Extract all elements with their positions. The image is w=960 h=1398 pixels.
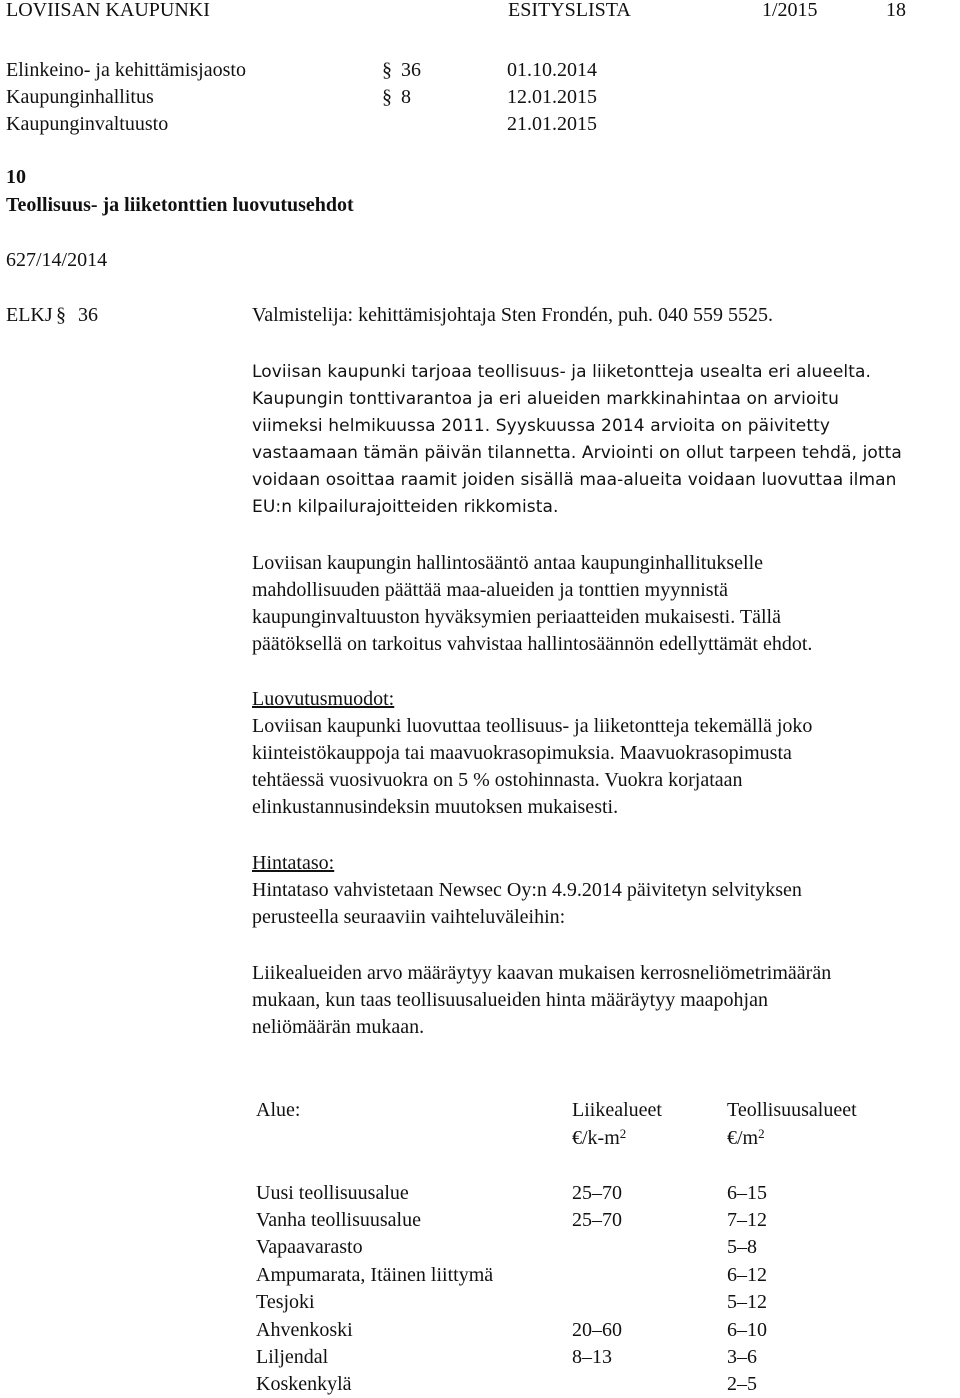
regulation-paragraph bbox=[252, 550, 942, 658]
table-cell-commercial: 8–13 bbox=[572, 1346, 612, 1368]
paragraph-line: Loviisan kaupunki luovuttaa teollisuus- ja liiketontteja tekemällä joko bbox=[252, 715, 813, 737]
section-heading: Luovutusmuodot: bbox=[252, 688, 395, 710]
paragraph-line: tehtäessä vuosivuokra on 5 % ostohinnasta. Vuokra korjataan bbox=[252, 769, 743, 791]
table-cell-industrial: 5–12 bbox=[727, 1291, 767, 1313]
table-cell-area: Ahvenkoski bbox=[256, 1319, 353, 1341]
paragraph-line: elinkustannusindeksin muutoksen mukaisesti. bbox=[252, 796, 619, 818]
header-issue: 1/2015 bbox=[762, 0, 818, 21]
paragraph-line: voidaan osoittaa raamit joiden sisällä maa-alueita voidaan luovuttaa ilman bbox=[252, 470, 897, 490]
paragraph-line: mukaan, kun taas teollisuusalueiden hinta määräytyy maapohjan bbox=[252, 989, 768, 1011]
unit-text: €/m bbox=[727, 1127, 759, 1149]
header-doc-type: ESITYSLISTA bbox=[508, 0, 631, 21]
paragraph-line: vastaamaan tämän päivän tilannetta. Arviointi on ollut tarpeen tehdä, jotta bbox=[252, 443, 902, 463]
paragraph-line: Kaupungin tonttivarantoa ja eri alueiden markkinahintaa on arvioitu bbox=[252, 389, 839, 409]
table-cell-area: Vapaavarasto bbox=[256, 1236, 363, 1258]
paragraph-line: Liikealueiden arvo määräytyy kaavan mukaisen kerrosneliömetrimäärän bbox=[252, 962, 832, 984]
table-cell-industrial: 6–15 bbox=[727, 1182, 767, 1204]
paragraph-line: kaupunginvaltuuston hyväksymien periaatteiden mukaisesti. Tällä bbox=[252, 606, 781, 628]
paragraph-line: päätöksellä on tarkoitus vahvistaa hallintosäännön edellyttämät ehdot. bbox=[252, 633, 813, 655]
section-heading: Hintataso: bbox=[252, 852, 335, 874]
table-cell-industrial: 7–12 bbox=[727, 1209, 767, 1231]
paragraph-line: viimeksi helmikuussa 2011. Syyskuussa 2014 arvioita on päivitetty bbox=[252, 416, 831, 436]
section-symbol-icon: § bbox=[56, 304, 66, 326]
paragraph-line: kiinteistökauppoja tai maavuokrasopimuksia. Maavuokrasopimusta bbox=[252, 742, 792, 764]
meeting-date: 01.10.2014 bbox=[507, 59, 597, 81]
table-cell-area: Tesjoki bbox=[256, 1291, 315, 1313]
table-cell-industrial: 6–10 bbox=[727, 1319, 767, 1341]
meeting-body: Elinkeino- ja kehittämisjaosto bbox=[6, 59, 246, 81]
valuation-paragraph bbox=[252, 960, 942, 1041]
handler-section: 36 bbox=[78, 304, 98, 326]
header-org: LOVIISAN KAUPUNKI bbox=[6, 0, 210, 21]
table-header-commercial: Liikealueet bbox=[572, 1099, 662, 1121]
handler-label: ELKJ bbox=[6, 304, 53, 326]
table-cell-industrial: 3–6 bbox=[727, 1346, 757, 1368]
paragraph-line: Hintataso vahvistetaan Newsec Oy:n 4.9.2014 päivitetyn selvityksen bbox=[252, 879, 802, 901]
paragraph-line: perusteella seuraaviin vaihteluväleihin: bbox=[252, 906, 566, 928]
item-reference: 627/14/2014 bbox=[6, 249, 108, 271]
section-symbol-icon: § bbox=[382, 59, 392, 81]
table-cell-industrial: 5–8 bbox=[727, 1236, 757, 1258]
table-cell-commercial: 25–70 bbox=[572, 1182, 622, 1204]
section-symbol-icon: § bbox=[382, 86, 392, 108]
price-level-section bbox=[252, 850, 942, 931]
unit-superscript: 2 bbox=[619, 1126, 627, 1141]
intro-paragraph bbox=[252, 359, 942, 521]
table-unit-commercial bbox=[572, 1125, 626, 1152]
meeting-body: Kaupunginhallitus bbox=[6, 86, 154, 108]
table-cell-area: Uusi teollisuusalue bbox=[256, 1182, 409, 1204]
table-cell-commercial: 25–70 bbox=[572, 1209, 622, 1231]
table-unit-industrial bbox=[727, 1125, 765, 1152]
table-cell-area: Liljendal bbox=[256, 1346, 329, 1368]
transfer-forms-section bbox=[252, 686, 942, 821]
item-title: Teollisuus- ja liiketonttien luovutusehdot bbox=[6, 194, 354, 216]
table-cell-industrial: 6–12 bbox=[727, 1264, 767, 1286]
meeting-date: 21.01.2015 bbox=[507, 113, 597, 135]
meeting-section: 8 bbox=[401, 86, 411, 108]
paragraph-line: neliömäärän mukaan. bbox=[252, 1016, 425, 1038]
paragraph-line: EU:n kilpailurajoitteiden rikkomista. bbox=[252, 497, 559, 517]
paragraph-line: mahdollisuuden päättää maa-alueiden ja tonttien myynnistä bbox=[252, 579, 728, 601]
table-cell-area: Koskenkylä bbox=[256, 1373, 352, 1395]
table-cell-commercial: 20–60 bbox=[572, 1319, 622, 1341]
meeting-body: Kaupunginvaltuusto bbox=[6, 113, 169, 135]
table-cell-industrial: 2–5 bbox=[727, 1373, 757, 1395]
paragraph-line: Loviisan kaupunki tarjoaa teollisuus- ja liiketontteja usealta eri alueelta. bbox=[252, 362, 872, 382]
meeting-date: 12.01.2015 bbox=[507, 86, 597, 108]
meeting-section: 36 bbox=[401, 59, 421, 81]
unit-superscript: 2 bbox=[758, 1126, 765, 1141]
table-cell-area: Ampumarata, Itäinen liittymä bbox=[256, 1264, 494, 1286]
table-cell-area: Vanha teollisuusalue bbox=[256, 1209, 421, 1231]
preparer-line: Valmistelija: kehittämisjohtaja Sten Frondén, puh. 040 559 5525. bbox=[252, 304, 774, 326]
unit-text: €/k-m bbox=[572, 1127, 620, 1149]
item-number: 10 bbox=[6, 166, 26, 188]
paragraph-line: Loviisan kaupungin hallintosääntö antaa kaupunginhallitukselle bbox=[252, 552, 763, 574]
header-page-number: 18 bbox=[886, 0, 906, 21]
table-header-area: Alue: bbox=[256, 1099, 301, 1121]
table-header-industrial: Teollisuusalueet bbox=[727, 1099, 857, 1121]
